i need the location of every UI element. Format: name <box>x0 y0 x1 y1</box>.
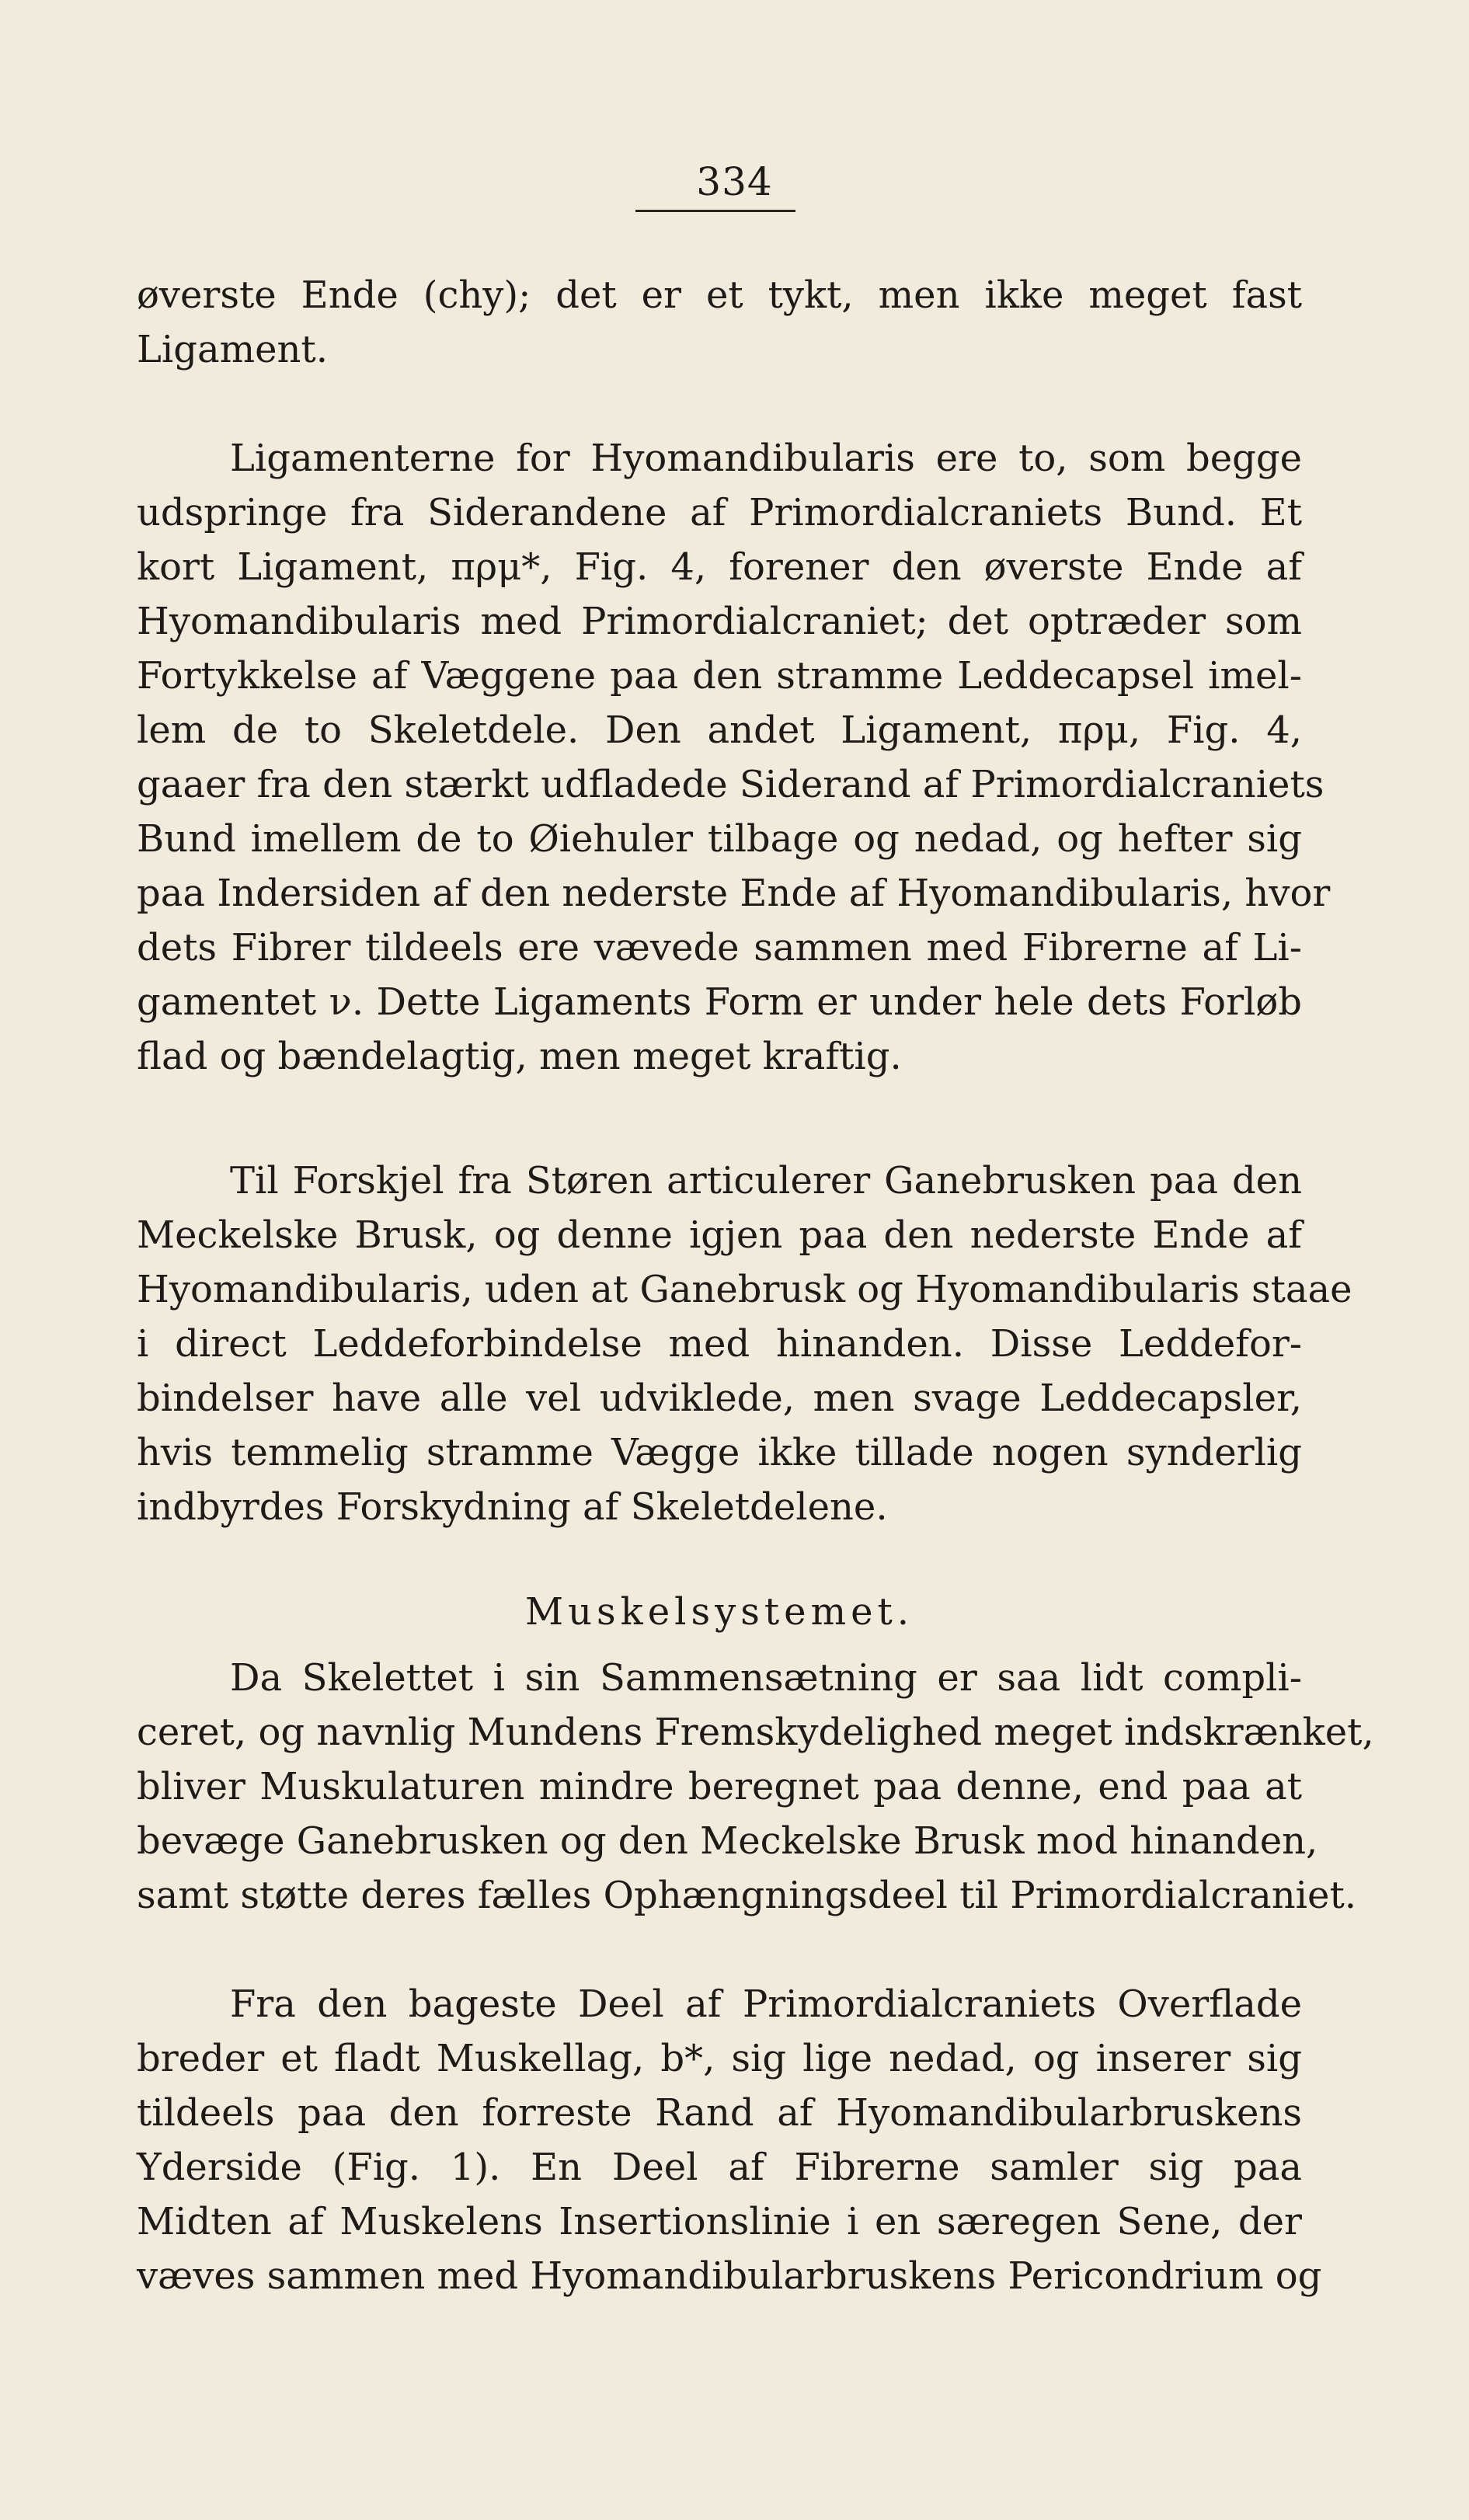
text-line: Meckelske Brusk, og denne igjen paa den nederste Ende af <box>137 1213 1302 1257</box>
text-line: øverste Ende (chy); det er et tykt, men ikke meget fast <box>137 273 1302 317</box>
text-line: Hyomandibularis med Primordialcraniet; det optræder som <box>137 600 1302 643</box>
text-line: bindelser have alle vel udviklede, men svage Leddecapsler, <box>137 1377 1302 1420</box>
text-line: indbyrdes Forskydning af Skeletdelene. <box>137 1485 888 1529</box>
text-line: paa Indersiden af den nederste Ende af Hyomandibularis, hvor <box>137 872 1331 915</box>
text-line: Ligament. <box>137 328 328 371</box>
text-line: gaaer fra den stærkt udfladede Siderand af Primordialcraniets <box>137 763 1325 806</box>
text-line: væves sammen med Hyomandibularbruskens Pericondrium og <box>137 2254 1322 2298</box>
text-line: bevæge Ganebrusken og den Meckelske Brusk mod hinanden, <box>137 1819 1318 1863</box>
text-line: Ligamenterne for Hyomandibularis ere to, som begge <box>230 437 1302 480</box>
text-line: breder et fladt Muskellag, b*, sig lige nedad, og inserer sig <box>137 2037 1302 2080</box>
paragraph-ligaments <box>137 431 1331 1084</box>
text-line: hvis temmelig stramme Vægge ikke tillade nogen synderlig <box>137 1431 1302 1474</box>
text-line: Bund imellem de to Øiehuler tilbage og nedad, og hefter sig <box>137 817 1302 861</box>
text-line: lem de to Skeletdele. Den andet Ligament, πρμ, Fig. 4, <box>137 708 1302 752</box>
page-number-rule <box>635 210 795 212</box>
paragraph-articulation <box>137 1154 1352 1534</box>
text-line: gamentet ν. Dette Ligaments Form er under hele dets Forløb <box>137 980 1302 1024</box>
section-title: Muskelsystemet. <box>524 1590 914 1634</box>
text-line: Da Skelettet i sin Sammensætning er saa lidt compli- <box>230 1656 1302 1700</box>
text-line: Fortykkelse af Væggene paa den stramme Leddecapsel imel- <box>137 654 1302 698</box>
paragraph-muscle-intro <box>137 1651 1374 1923</box>
text-line: dets Fibrer tildeels ere vævede sammen med Fibrerne af Li- <box>137 926 1302 969</box>
text-line: i direct Leddeforbindelse med hinanden. Disse Leddefor- <box>137 1322 1302 1366</box>
text-line: Fra den bageste Deel af Primordialcraniets Overflade <box>230 1982 1302 2026</box>
text-line: flad og bændelagtig, men meget kraftig. <box>137 1035 902 1078</box>
text-line: samt støtte deres fælles Ophængningsdeel til Primordialcraniet. <box>137 1874 1356 1917</box>
text-line: Til Forskjel fra Støren articulerer Ganebrusken paa den <box>230 1159 1302 1203</box>
text-line: tildeels paa den forreste Rand af Hyomandibularbruskens <box>137 2091 1302 2135</box>
text-line: ceret, og navnlig Mundens Fremskydelighed meget indskrænket, <box>137 1711 1374 1754</box>
text-line: bliver Muskulaturen mindre beregnet paa denne, end paa at <box>137 1765 1302 1808</box>
paragraph-muscle-layer <box>137 1977 1322 2303</box>
text-line: udspringe fra Siderandene af Primordialcraniets Bund. Et <box>137 491 1302 534</box>
text-line: Midten af Muskelens Insertionslinie i en særegen Sene, der <box>137 2200 1302 2243</box>
paragraph-continuation <box>137 268 1302 377</box>
section-heading <box>137 1585 1302 1639</box>
text-line: Yderside (Fig. 1). En Deel af Fibrerne samler sig paa <box>137 2146 1302 2189</box>
text-line: Hyomandibularis, uden at Ganebrusk og Hyomandibularis staae <box>137 1268 1352 1311</box>
text-line: kort Ligament, πρμ*, Fig. 4, forener den øverste Ende af <box>137 545 1302 589</box>
page-number: 334 <box>696 159 773 204</box>
